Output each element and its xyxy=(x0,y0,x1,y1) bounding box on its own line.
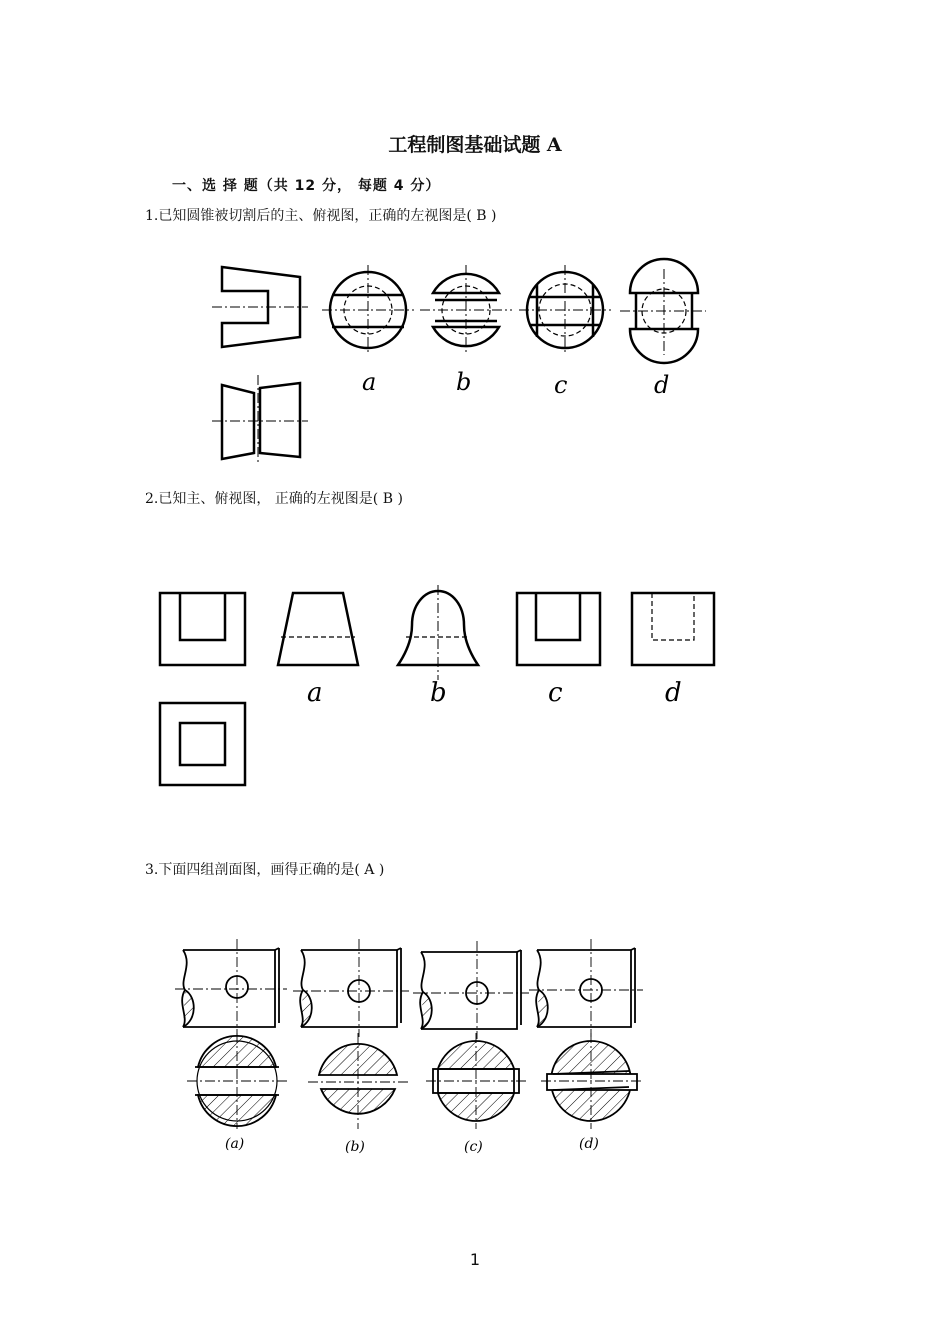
section-heading: 一、选 择 题（共 12 分， 每题 4 分） xyxy=(172,178,441,194)
q2-option-a-drawing xyxy=(278,593,358,665)
q3-option-b-label: (b) xyxy=(345,1139,365,1155)
q3-option-c-label: (c) xyxy=(464,1139,483,1155)
q3-option-b-rod xyxy=(300,948,401,1027)
q1-option-c-label: c xyxy=(554,371,568,399)
q2-option-c-label: c xyxy=(548,678,563,708)
q3-option-a-rod xyxy=(182,948,279,1027)
page-title: 工程制图基础试题 A xyxy=(388,134,562,156)
page-number: 1 xyxy=(469,1250,481,1269)
question-1-figure xyxy=(210,255,710,465)
q2-option-c-drawing xyxy=(517,593,600,665)
q2-option-d-label: d xyxy=(665,678,682,708)
q2-option-d-drawing xyxy=(632,593,714,665)
q2-option-a-label: a xyxy=(307,678,323,708)
question-3-text: 3.下面四组剖面图，画得正确的是( A ) xyxy=(145,862,385,878)
question-2-text: 2.已知主、俯视图， 正确的左视图是( B ) xyxy=(145,491,403,507)
q3-option-c-rod xyxy=(420,950,521,1029)
q2-top-view xyxy=(160,703,245,785)
q3-option-a-label: (a) xyxy=(225,1136,245,1152)
question-1-text: 1.已知圆锥被切割后的主、俯视图，正确的左视图是( B ) xyxy=(145,208,497,224)
q3-option-d-label: (d) xyxy=(579,1136,599,1152)
q2-front-view xyxy=(160,593,245,665)
q2-option-b-label: b xyxy=(430,678,447,708)
q3-option-d-rod xyxy=(536,948,635,1027)
q1-option-b-label: b xyxy=(456,368,472,396)
question-3-figure xyxy=(175,935,645,1160)
q1-option-d-label: d xyxy=(654,371,670,399)
question-2-figure xyxy=(150,585,725,795)
q1-option-a-label: a xyxy=(362,368,377,396)
